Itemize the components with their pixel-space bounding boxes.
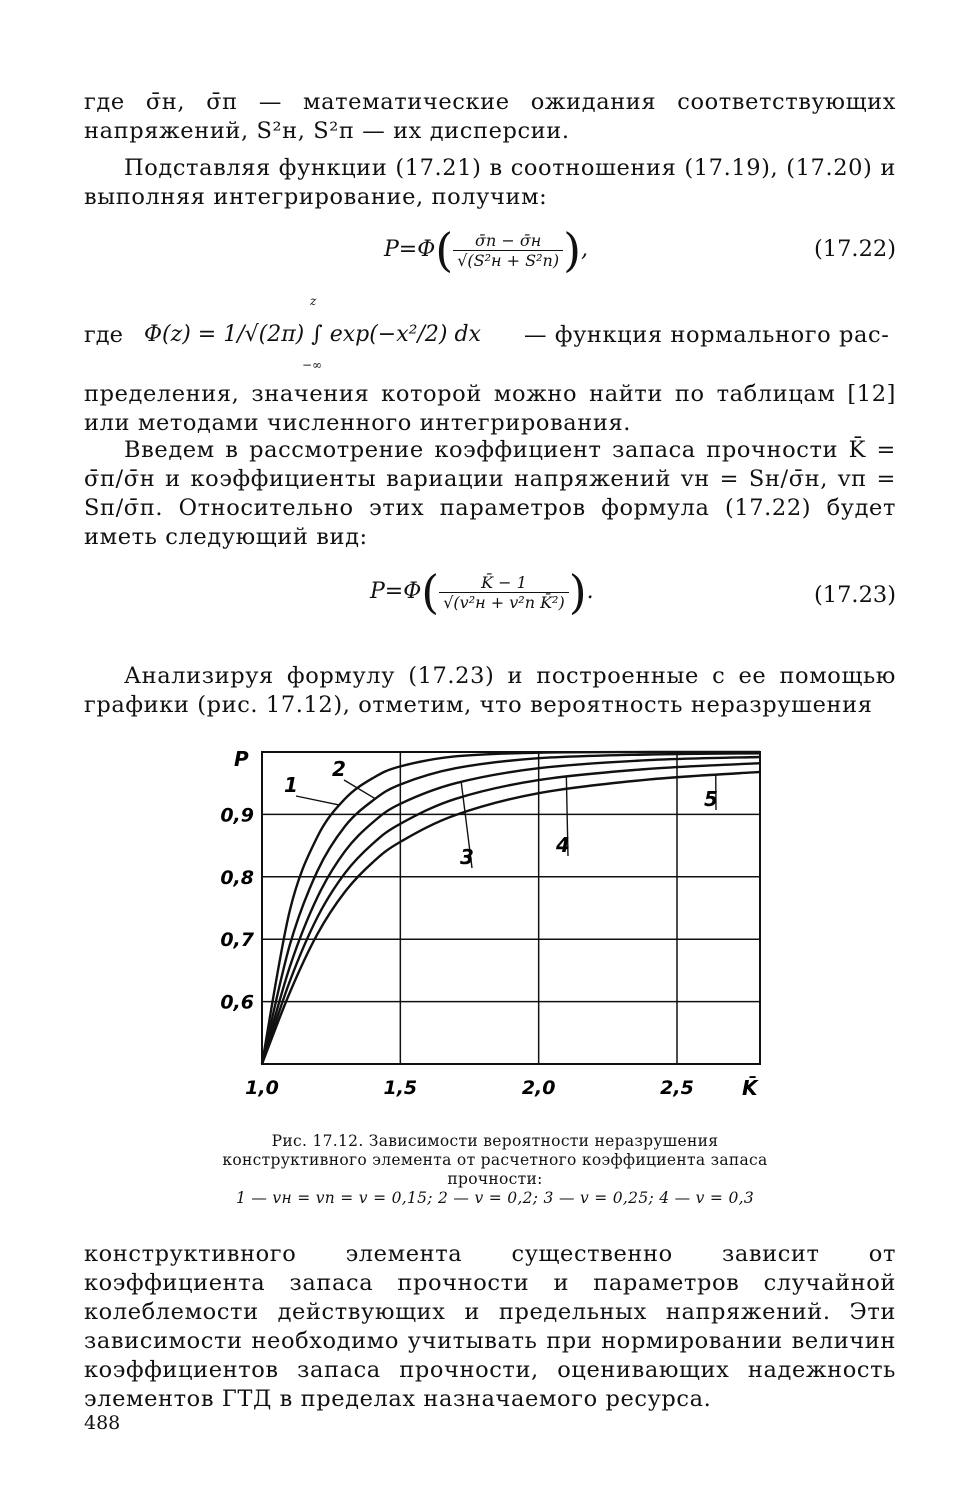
curve-label-5: 5 [704, 787, 718, 811]
x-tick-label: 2,0 [521, 1077, 556, 1099]
y-axis-label: P [234, 747, 249, 771]
x-axis-label: K̄ [742, 1076, 758, 1100]
curve-label-4: 4 [556, 833, 570, 857]
probability-chart [200, 740, 780, 1120]
equation-17-22: P=Φ( $\frac{\sigmāп - \sigmāн}{\text{√(S²н + S²п)}}$ ), (17.22) [384, 223, 896, 277]
eq1-number: (17.22) [814, 236, 896, 262]
caption-text: Рис. 17.12. Зависимости вероятности неразрушения конструктивного элемента от расчетного коэффициента запаса прочности: [222, 1132, 768, 1188]
curve-label-2: 2 [332, 757, 346, 781]
eq1-denominator: √(S²н + S²п) [457, 250, 560, 270]
x-tick-label: 1,0 [245, 1077, 279, 1099]
eq2-upper-limit: z [310, 294, 317, 308]
curve-leader-1 [296, 796, 339, 805]
page-number: 488 [84, 1412, 121, 1434]
equation-phi [84, 294, 896, 380]
eq2-suffix: — функция нормального рас- [524, 322, 890, 348]
y-tick-label: 0,8 [220, 866, 254, 889]
paragraph-3: пределения, значения которой можно найти по таблицам [12] или методами численного интегрирования. [84, 381, 896, 436]
paragraph-2: Подставляя функции (17.21) в соотношения (17.19), (17.20) и выполняя интегрирование, получим: [84, 155, 896, 210]
eq2-prefix: где [84, 322, 123, 348]
curve-5 [262, 772, 760, 1064]
curve-label-3: 3 [460, 845, 474, 869]
equation-17-23: P=Φ( $\frac{K̄ - 1}{\text{√(v²н + v²п K̄²)}}$ ). (17.23) [370, 565, 896, 619]
eq2-expr: Φ(z) = 1/√(2π) ∫ exp(−x²/2) dx [144, 322, 481, 347]
y-tick-label: 0,6 [220, 991, 254, 1014]
x-tick-label: 1,5 [383, 1077, 418, 1099]
paragraph-5: Анализируя формулу (17.23) и построенные с ее помощью графики (рис. 17.12), отметим, что вероятность неразрушения [84, 663, 896, 718]
paragraph-6: конструктивного элемента существенно зависит от коэффициента запаса прочности и параметров случайной колеблемости действующих и предельных напряжений. Эти зависимости необходимо учитывать при нормировании величин коэффициентов запаса прочности, оценивающих надежность элементов ГТД в пределах назначаемого ресурса. [84, 1241, 896, 1412]
caption-legend: 1 — vн = vп = v = 0,15; 2 — v = 0,2; 3 — v = 0,25; 4 — v = 0,3 [235, 1189, 754, 1207]
eq1-lhs: P=Φ [384, 237, 436, 262]
eq3-numerator: K̄ − 1 [439, 573, 568, 593]
eq3-lhs: P=Φ [370, 579, 422, 604]
paragraph-4: Введем в рассмотрение коэффициент запаса прочности K̄ = σ̄п/σ̄н и коэффициенты вариации напряжений vн = Sн/σ̄н, vп = Sп/σ̄п. Относительно этих параметров формула (17.22) будет иметь следующий вид: [84, 437, 896, 550]
x-tick-label: 2,5 [660, 1077, 694, 1099]
curve-label-1: 1 [284, 773, 298, 797]
eq1-numerator: σ̄п − σ̄н [453, 231, 563, 251]
y-tick-label: 0,7 [220, 929, 254, 952]
figure-caption [210, 1132, 780, 1208]
paragraph-1: где σ̄н, σ̄п — математические ожидания соответствующих напряжений, S²н, S²п — их дисперсии. [84, 89, 896, 144]
eq3-denominator: √(v²н + v²п K̄²) [443, 592, 565, 612]
curve-3 [262, 757, 760, 1064]
eq2-lower-limit: −∞ [302, 358, 323, 372]
y-tick-label: 0,9 [220, 804, 254, 827]
eq3-number: (17.23) [814, 582, 896, 608]
